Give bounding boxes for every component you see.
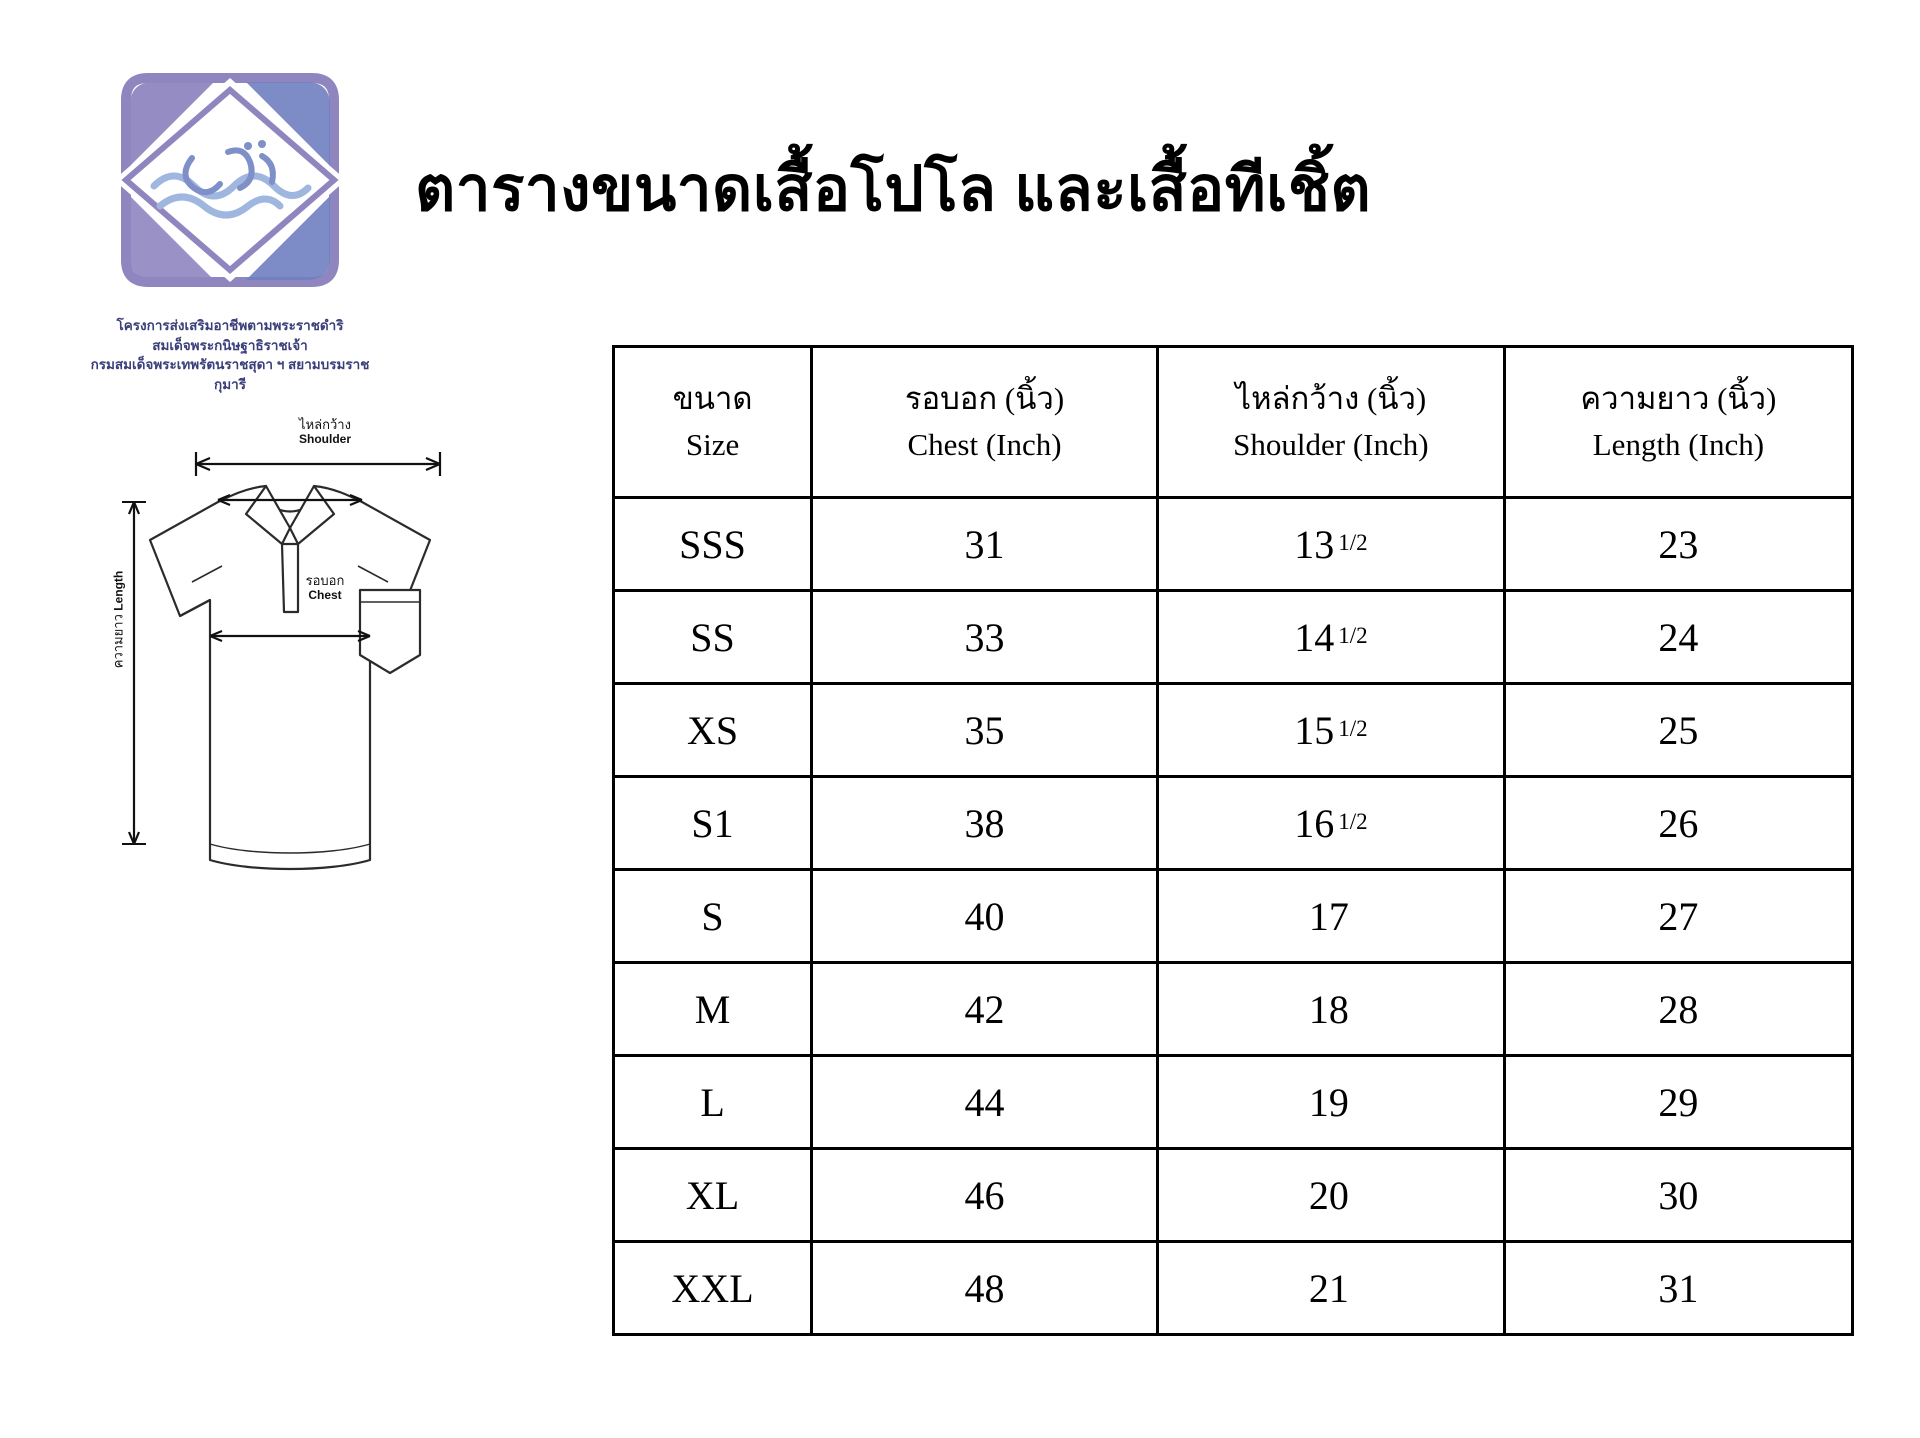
cell-length: 23	[1504, 498, 1852, 591]
cell-size: XL	[614, 1149, 812, 1242]
table-row	[614, 777, 1853, 870]
header-length-thai: ความยาว (นิ้ว)	[1580, 380, 1777, 416]
cell-size: L	[614, 1056, 812, 1149]
cell-size: SS	[614, 591, 812, 684]
diagram-shoulder-label	[250, 418, 400, 447]
cell-shoulder-fraction: 1/2	[1338, 622, 1368, 648]
diagram-length-label-thai: ความยาว	[110, 614, 126, 669]
page-title: ตารางขนาดเสื้อโปโล และเสื้อทีเชิ้ต	[415, 155, 1372, 224]
table-row	[614, 1056, 1853, 1149]
size-chart-table	[612, 345, 1854, 1336]
cell-chest: 48	[812, 1242, 1158, 1335]
table-row	[614, 963, 1853, 1056]
table-row	[614, 870, 1853, 963]
table-row	[614, 498, 1853, 591]
header-cell-shoulder	[1157, 347, 1504, 498]
cell-size: M	[614, 963, 812, 1056]
header-cell-length	[1504, 347, 1852, 498]
table-header-row	[614, 347, 1853, 498]
cell-length: 27	[1504, 870, 1852, 963]
logo-caption-line-1: โครงการส่งเสริมอาชีพตามพระราชดำริ	[116, 318, 344, 333]
cell-shoulder	[1157, 1149, 1504, 1242]
diagram-chest-label	[260, 574, 390, 603]
header-length-en: Length (Inch)	[1592, 427, 1765, 462]
cell-shoulder-value: 21	[1308, 1265, 1349, 1311]
logo-caption-line-3: กรมสมเด็จพระเทพรัตนราชสุดา ฯ สยามบรมราชกุมารี	[90, 357, 370, 392]
polo-shirt-illustration	[70, 440, 510, 1000]
cell-chest: 38	[812, 777, 1158, 870]
cell-chest: 35	[812, 684, 1158, 777]
diagram-length-label-en: Length	[111, 570, 126, 611]
table-row	[614, 684, 1853, 777]
logo-caption	[80, 316, 380, 394]
cell-shoulder	[1157, 498, 1504, 591]
cell-shoulder-fraction: 1/2	[1338, 529, 1368, 555]
logo-block	[80, 60, 380, 394]
diagram-shoulder-label-en: Shoulder	[298, 431, 351, 446]
cell-size: S	[614, 870, 812, 963]
cell-chest: 44	[812, 1056, 1158, 1149]
header-chest-en: Chest (Inch)	[907, 427, 1062, 462]
table-body	[614, 498, 1853, 1335]
cell-chest: 42	[812, 963, 1158, 1056]
cell-length: 30	[1504, 1149, 1852, 1242]
cell-size: S1	[614, 777, 812, 870]
header-cell-chest	[812, 347, 1158, 498]
cell-shoulder-value: 14	[1294, 614, 1335, 660]
cell-length: 29	[1504, 1056, 1852, 1149]
shirt-diagram	[70, 417, 510, 1000]
cell-length: 28	[1504, 963, 1852, 1056]
header-cell-size	[614, 347, 812, 498]
header-shoulder-en: Shoulder (Inch)	[1233, 427, 1429, 462]
diagram-chest-label-thai: รอบอก	[305, 573, 345, 588]
cell-shoulder-fraction: 1/2	[1338, 715, 1368, 741]
cell-shoulder-value: 18	[1308, 986, 1349, 1032]
cell-chest: 31	[812, 498, 1158, 591]
cell-shoulder	[1157, 777, 1504, 870]
cell-shoulder-fraction: 1/2	[1338, 808, 1368, 834]
royal-project-logo-icon	[96, 60, 364, 310]
diagram-chest-label-en: Chest	[308, 587, 342, 602]
table-row	[614, 1149, 1853, 1242]
cell-chest: 40	[812, 870, 1158, 963]
cell-shoulder-value: 13	[1294, 521, 1335, 567]
cell-length: 25	[1504, 684, 1852, 777]
table-row	[614, 591, 1853, 684]
cell-shoulder	[1157, 870, 1504, 963]
cell-shoulder	[1157, 684, 1504, 777]
cell-length: 31	[1504, 1242, 1852, 1335]
table-header	[614, 347, 1853, 498]
cell-length: 24	[1504, 591, 1852, 684]
cell-shoulder-value: 16	[1294, 800, 1335, 846]
table-row	[614, 1242, 1853, 1335]
cell-chest: 33	[812, 591, 1158, 684]
cell-size: XXL	[614, 1242, 812, 1335]
header-size-en: Size	[685, 427, 740, 462]
cell-shoulder	[1157, 963, 1504, 1056]
cell-shoulder-value: 15	[1294, 707, 1335, 753]
diagram-shoulder-label-thai: ไหล่กว้าง	[299, 417, 351, 432]
cell-shoulder	[1157, 591, 1504, 684]
cell-shoulder-value: 17	[1308, 893, 1349, 939]
header-size-thai: ขนาด	[672, 380, 753, 416]
cell-chest: 46	[812, 1149, 1158, 1242]
cell-size: SSS	[614, 498, 812, 591]
logo-caption-line-2: สมเด็จพระกนิษฐาธิราชเจ้า	[152, 337, 308, 353]
cell-size: XS	[614, 684, 812, 777]
cell-shoulder	[1157, 1056, 1504, 1149]
cell-shoulder-value: 19	[1308, 1079, 1349, 1125]
cell-length: 26	[1504, 777, 1852, 870]
header-shoulder-thai: ไหล่กว้าง (นิ้ว)	[1235, 380, 1427, 416]
diagram-length-label	[112, 564, 127, 674]
cell-shoulder	[1157, 1242, 1504, 1335]
header-chest-thai: รอบอก (นิ้ว)	[904, 380, 1065, 416]
cell-shoulder-value: 20	[1308, 1172, 1349, 1218]
